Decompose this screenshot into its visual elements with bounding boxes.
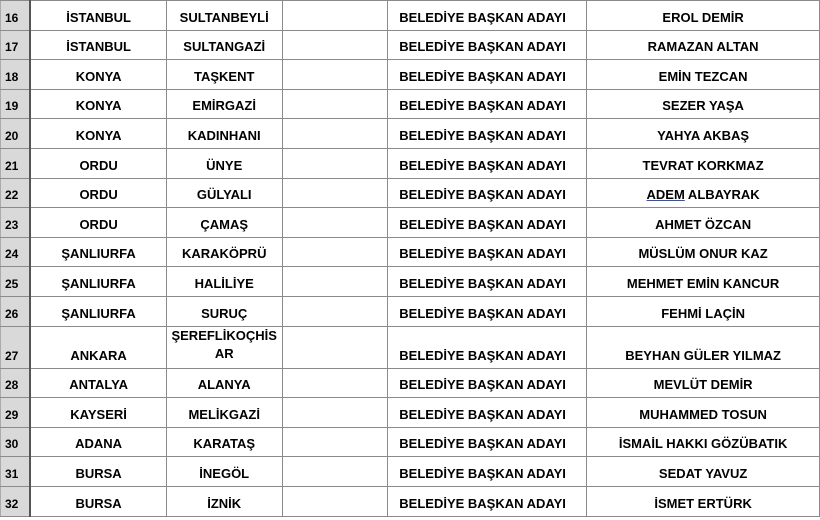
city-cell-text: ANTALYA (69, 377, 128, 393)
row-number-cell[interactable] (1, 296, 31, 326)
empty-cell[interactable] (282, 398, 388, 428)
position-cell[interactable] (388, 30, 587, 60)
row-number-cell[interactable] (1, 89, 31, 119)
position-cell-text: BELEDİYE BAŞKAN ADAYI (399, 406, 566, 422)
city-cell-text: BURSA (75, 495, 122, 511)
city-cell-text: ORDU (79, 187, 118, 203)
district-cell-text: ÜNYE (206, 157, 243, 173)
row-number-cell-text: 22 (5, 188, 19, 203)
district-cell-text: İZNİK (207, 495, 242, 511)
city-cell-text: BURSA (75, 465, 122, 481)
position-cell[interactable] (388, 368, 587, 398)
table-row (1, 457, 820, 487)
city-cell[interactable] (30, 326, 166, 368)
city-cell[interactable] (30, 296, 166, 326)
row-number-cell-text: 27 (5, 348, 19, 363)
district-cell[interactable] (166, 89, 282, 119)
table-row (1, 119, 820, 149)
city-cell[interactable] (30, 457, 166, 487)
empty-cell[interactable] (282, 237, 388, 267)
district-cell-text: İNEGÖL (199, 465, 250, 481)
district-cell[interactable] (166, 208, 282, 238)
position-cell-text: BELEDİYE BAŞKAN ADAYI (399, 305, 566, 321)
candidate-cell[interactable] (587, 267, 820, 297)
empty-cell[interactable] (282, 457, 388, 487)
position-cell[interactable] (388, 457, 587, 487)
row-number-cell-text: 18 (5, 69, 19, 84)
table-row (1, 326, 820, 368)
district-cell-text: HALİLİYE (194, 275, 254, 291)
row-number-cell-text: 19 (5, 99, 19, 114)
row-number-cell[interactable] (1, 486, 31, 516)
empty-cell[interactable] (282, 427, 388, 457)
position-cell-text: BELEDİYE BAŞKAN ADAYI (399, 127, 566, 143)
candidate-cell-text: AHMET ÖZCAN (655, 216, 752, 232)
table-row (1, 208, 820, 238)
position-cell[interactable] (388, 237, 587, 267)
row-number-cell[interactable] (1, 267, 31, 297)
city-cell-text: ŞANLIURFA (61, 275, 136, 291)
candidate-cell[interactable] (587, 326, 820, 368)
row-number-cell[interactable] (1, 119, 31, 149)
row-number-cell-text: 31 (5, 466, 19, 481)
table-row (1, 296, 820, 326)
table-row (1, 178, 820, 208)
empty-cell[interactable] (282, 60, 388, 90)
candidate-cell-text: EMİN TEZCAN (658, 68, 748, 84)
district-cell[interactable] (166, 178, 282, 208)
row-number-cell[interactable] (1, 457, 31, 487)
district-cell-text (167, 327, 282, 368)
district-cell[interactable] (166, 30, 282, 60)
empty-cell[interactable] (282, 326, 388, 368)
candidate-cell-text: İSMAİL HAKKI GÖZÜBATIK (618, 436, 788, 452)
row-number-cell[interactable] (1, 237, 31, 267)
city-cell-text: İSTANBUL (66, 9, 131, 25)
candidate-cell-text: EROL DEMİR (662, 9, 744, 25)
candidate-cell[interactable] (587, 178, 820, 208)
position-cell-text: BELEDİYE BAŞKAN ADAYI (399, 465, 566, 481)
row-number-cell-text: 26 (5, 306, 19, 321)
table-row (1, 267, 820, 297)
district-cell-text: ÇAMAŞ (200, 216, 249, 232)
table-row (1, 368, 820, 398)
empty-cell[interactable] (282, 1, 388, 31)
city-cell[interactable] (30, 427, 166, 457)
position-cell[interactable] (388, 119, 587, 149)
row-number-cell-text: 30 (5, 437, 19, 452)
empty-cell[interactable] (282, 30, 388, 60)
table-row (1, 60, 820, 90)
row-number-cell[interactable] (1, 178, 31, 208)
position-cell-text: BELEDİYE BAŞKAN ADAYI (399, 216, 566, 232)
empty-cell[interactable] (282, 178, 388, 208)
table-row (1, 237, 820, 267)
city-cell[interactable] (30, 267, 166, 297)
position-cell[interactable] (388, 208, 587, 238)
city-cell[interactable] (30, 178, 166, 208)
city-cell[interactable] (30, 398, 166, 428)
table-row (1, 30, 820, 60)
empty-cell[interactable] (282, 148, 388, 178)
district-cell-text: KARAKÖPRÜ (181, 246, 267, 262)
row-number-cell[interactable] (1, 398, 31, 428)
district-cell[interactable] (166, 237, 282, 267)
empty-cell[interactable] (282, 119, 388, 149)
city-cell-text: İSTANBUL (66, 39, 131, 55)
candidate-cell[interactable] (587, 89, 820, 119)
city-cell-text: KONYA (75, 127, 122, 143)
candidate-cell-text: YAHYA AKBAŞ (657, 127, 750, 143)
position-cell-text: BELEDİYE BAŞKAN ADAYI (399, 39, 566, 55)
row-number-cell[interactable] (1, 30, 31, 60)
city-cell[interactable] (30, 89, 166, 119)
district-cell-text: KADINHANI (187, 127, 261, 143)
position-cell-text: BELEDİYE BAŞKAN ADAYI (399, 157, 566, 173)
candidate-cell[interactable] (587, 457, 820, 487)
position-cell-text: BELEDİYE BAŞKAN ADAYI (399, 9, 566, 25)
table-row (1, 398, 820, 428)
city-cell[interactable] (30, 237, 166, 267)
city-cell-text: ŞANLIURFA (61, 246, 136, 262)
candidate-cell[interactable] (587, 486, 820, 516)
position-cell-text: BELEDİYE BAŞKAN ADAYI (399, 68, 566, 84)
candidate-cell-text: RAMAZAN ALTAN (647, 39, 759, 55)
candidate-cell-text: MEVLÜT DEMİR (653, 377, 753, 393)
row-number-cell[interactable] (1, 1, 31, 31)
table-body (1, 1, 820, 517)
district-cell[interactable] (166, 427, 282, 457)
row-number-cell[interactable] (1, 368, 31, 398)
city-cell[interactable] (30, 368, 166, 398)
district-cell-text: SULTANBEYLİ (179, 9, 269, 25)
candidate-cell[interactable] (587, 208, 820, 238)
candidate-cell-text (587, 187, 819, 207)
row-number-cell[interactable] (1, 326, 31, 368)
city-cell-text: ANKARA (70, 347, 127, 363)
position-cell-text: BELEDİYE BAŞKAN ADAYI (399, 436, 566, 452)
district-cell[interactable] (166, 368, 282, 398)
city-cell[interactable] (30, 486, 166, 516)
city-cell-text: KONYA (75, 68, 122, 84)
position-cell-text: BELEDİYE BAŞKAN ADAYI (399, 246, 566, 262)
candidate-cell[interactable] (587, 237, 820, 267)
position-cell[interactable] (388, 398, 587, 428)
city-cell-text: ŞANLIURFA (61, 305, 136, 321)
district-cell-text: KARATAŞ (193, 436, 256, 452)
position-cell-text: BELEDİYE BAŞKAN ADAYI (399, 347, 566, 363)
position-cell-text: BELEDİYE BAŞKAN ADAYI (399, 187, 566, 203)
row-number-cell-text: 21 (5, 158, 19, 173)
position-cell-text: BELEDİYE BAŞKAN ADAYI (399, 98, 566, 114)
district-cell-text: MELİKGAZİ (188, 406, 260, 422)
candidate-cell-text: SEZER YAŞA (662, 98, 744, 114)
position-cell[interactable] (388, 89, 587, 119)
candidate-cell-text: MEHMET EMİN KANCUR (626, 275, 780, 291)
city-cell[interactable] (30, 1, 166, 31)
position-cell-text: BELEDİYE BAŞKAN ADAYI (399, 275, 566, 291)
candidate-cell[interactable] (587, 368, 820, 398)
table-row (1, 148, 820, 178)
position-cell[interactable] (388, 60, 587, 90)
city-cell[interactable] (30, 30, 166, 60)
candidate-cell-text: MUHAMMED TOSUN (639, 406, 767, 422)
row-number-cell-text: 23 (5, 217, 19, 232)
row-number-cell-text: 24 (5, 247, 19, 262)
district-cell[interactable] (166, 119, 282, 149)
empty-cell[interactable] (282, 208, 388, 238)
candidate-cell-text: MÜSLÜM ONUR KAZ (638, 246, 768, 262)
empty-cell[interactable] (282, 89, 388, 119)
position-cell[interactable] (388, 326, 587, 368)
candidate-cell-text: SEDAT YAVUZ (658, 465, 748, 481)
position-cell[interactable] (388, 1, 587, 31)
position-cell-text: BELEDİYE BAŞKAN ADAYI (399, 495, 566, 511)
city-cell-text: ORDU (79, 216, 118, 232)
row-number-cell-text: 16 (5, 10, 19, 25)
city-cell[interactable] (30, 119, 166, 149)
row-number-cell-text: 20 (5, 128, 19, 143)
row-number-cell-text: 17 (5, 40, 19, 55)
candidate-cell[interactable] (587, 427, 820, 457)
district-cell-text: EMİRGAZİ (192, 98, 256, 114)
district-cell-text: SURUÇ (201, 305, 248, 321)
position-cell-text: BELEDİYE BAŞKAN ADAYI (399, 377, 566, 393)
candidate-cell-text: İSMET ERTÜRK (654, 495, 752, 511)
candidate-cell-text: BEYHAN GÜLER YILMAZ (625, 347, 781, 363)
row-number-cell[interactable] (1, 427, 31, 457)
position-cell[interactable] (388, 427, 587, 457)
row-number-cell-text: 29 (5, 407, 19, 422)
district-cell[interactable] (166, 398, 282, 428)
city-cell-text: KONYA (75, 98, 122, 114)
candidate-cell-text: TEVRAT KORKMAZ (642, 157, 764, 173)
table-row (1, 89, 820, 119)
candidate-cell[interactable] (587, 30, 820, 60)
city-cell-text: KAYSERİ (70, 406, 127, 422)
district-cell-text: ALANYA (197, 377, 251, 393)
district-cell[interactable] (166, 457, 282, 487)
city-cell-text: ORDU (79, 157, 118, 173)
district-cell-text: TAŞKENT (193, 68, 255, 84)
district-cell[interactable] (166, 267, 282, 297)
candidate-cell[interactable] (587, 148, 820, 178)
empty-cell[interactable] (282, 267, 388, 297)
district-text-wrapped: ŞEREFLİKOÇHİSAR (171, 327, 277, 361)
district-cell[interactable] (166, 296, 282, 326)
empty-cell[interactable] (282, 486, 388, 516)
candidate-first-name: ADEM (646, 187, 685, 203)
position-cell[interactable] (388, 178, 587, 208)
position-cell[interactable] (388, 148, 587, 178)
district-cell[interactable] (166, 60, 282, 90)
table-row (1, 486, 820, 516)
candidate-last-name: ALBAYRAK (684, 187, 760, 203)
district-cell[interactable] (166, 148, 282, 178)
position-cell[interactable] (388, 296, 587, 326)
candidate-cell[interactable] (587, 398, 820, 428)
row-number-cell-text: 32 (5, 496, 19, 511)
row-number-cell[interactable] (1, 148, 31, 178)
table-row (1, 427, 820, 457)
district-cell[interactable] (166, 486, 282, 516)
row-number-cell[interactable] (1, 60, 31, 90)
empty-cell[interactable] (282, 296, 388, 326)
candidate-cell-text: FEHMİ LAÇİN (661, 305, 745, 321)
candidate-cell[interactable] (587, 296, 820, 326)
city-cell[interactable] (30, 148, 166, 178)
table-row (1, 1, 820, 31)
candidate-cell[interactable] (587, 60, 820, 90)
row-number-cell-text: 28 (5, 378, 19, 393)
district-cell[interactable] (166, 326, 282, 368)
position-cell[interactable] (388, 486, 587, 516)
row-number-cell[interactable] (1, 208, 31, 238)
district-cell-text: SULTANGAZİ (183, 39, 266, 55)
candidate-cell[interactable] (587, 119, 820, 149)
district-cell-text: GÜLYALI (196, 187, 252, 203)
city-cell[interactable] (30, 208, 166, 238)
city-cell[interactable] (30, 60, 166, 90)
city-cell-text: ADANA (75, 436, 123, 452)
position-cell[interactable] (388, 267, 587, 297)
candidate-cell[interactable] (587, 1, 820, 31)
district-cell[interactable] (166, 1, 282, 31)
row-number-cell-text: 25 (5, 276, 19, 291)
empty-cell[interactable] (282, 368, 388, 398)
